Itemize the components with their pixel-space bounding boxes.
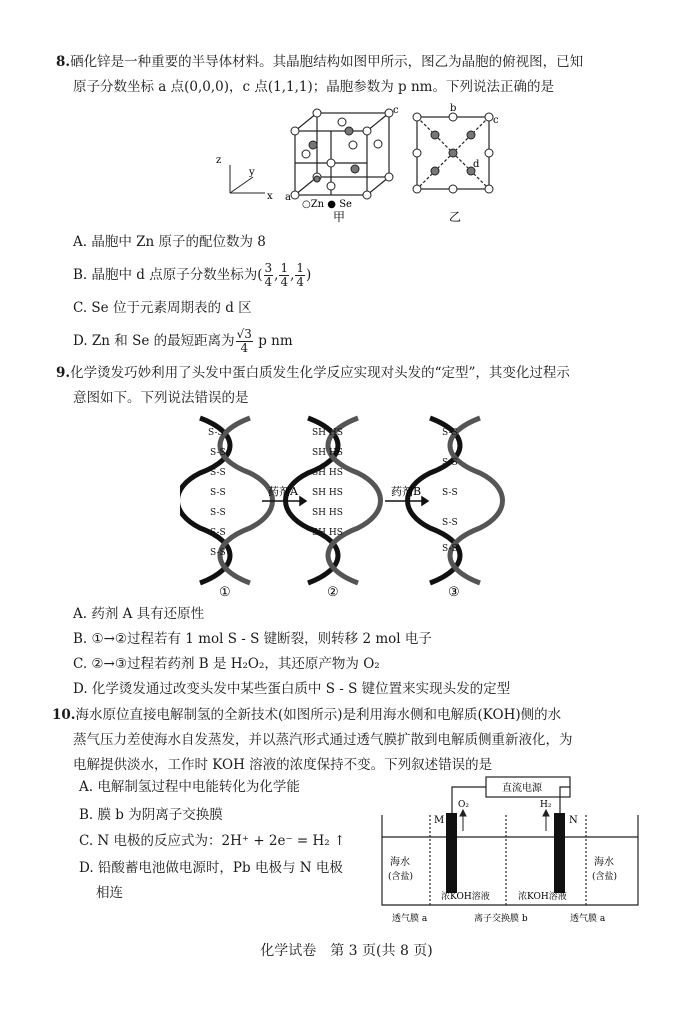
q8-option-b: B. 晶胞中 d 点原子分数坐标为( $\frac{3}{4}$ , $\frac{1}{4}$ , $\frac{1}{4}$ ) [73,261,312,289]
wire-right [560,787,570,813]
salt-left-label: (含盐) [388,872,414,882]
electrode-m-label: M [434,815,445,826]
q10-option-d-line1: D. 铅酸蓄电池做电源时，Pb 电极与 N 电极 [79,860,343,876]
q9-figure [180,413,510,603]
axis-y-label: y [249,167,255,178]
q10-figure [378,775,643,930]
gas-o2-label: O₂ [458,800,469,810]
bond-label: S-S [210,548,226,558]
q10-option-b: B. 膜 b 为阴离子交换膜 [79,807,223,823]
gas-h2-label: H₂ [540,800,552,810]
membrane-b-label: 离子交换膜 b [474,914,528,924]
point-d-label: d [473,159,480,170]
bond-label: SH HS [312,428,343,438]
q9-option-c: C. ②→③过程若药剂 B 是 H₂O₂，其还原产物为 O₂ [73,656,380,672]
membrane-a-right-label: 透气膜 a [570,914,606,924]
seawater-left-label: 海水 [390,857,410,868]
bond-label: SH HS [312,448,343,458]
bond-label: S-S [442,544,458,554]
koh-left-label: 浓KOH溶液 [441,892,490,902]
caption-jia: 甲 [333,210,346,224]
axis-x-label: x [267,191,273,202]
bond-label: S-S [442,518,458,528]
q8-stem-line2: 原子分数坐标 a 点(0,0,0)，c 点(1,1,1)；晶胞参数为 p nm。下列说法正确的是 [73,79,554,95]
q8-option-a: A. 晶胞中 Zn 原子的配位数为 8 [73,234,266,250]
bond-label: S-S [210,508,226,518]
q10-stem-line3: 电解提供淡水，工作时 KOH 溶液的浓度保持不变。下列叙述错误的是 [73,757,493,773]
q9-number: 9. [56,365,71,381]
stage-3-label: ③ [448,585,460,600]
axis-z-label: z [216,155,222,166]
bond-label: S-S [210,468,226,478]
stage-2-label: ② [327,585,339,600]
electrode-n-label: N [569,815,578,826]
q9-option-a: A. 药剂 A 具有还原性 [73,606,205,622]
reagent-b-label: 药剂B [391,485,422,498]
bond-label: SH HS [312,488,343,498]
legend-zn-se: ○Zn ● Se [302,199,352,210]
bond-label: S-S [210,448,226,458]
q8-stem-line1: 8.硒化锌是一种重要的半导体材料。其晶胞结构如图甲所示，图乙为晶胞的俯视图，已知 [56,54,584,70]
bond-label: SH HS [312,468,343,478]
point-c-top-label: c [493,115,499,126]
helix-1 [180,418,273,583]
q10-stem-line1: 10.海水原位直接电解制氢的全新技术(如图所示)是利用海水侧和电解质(KOH)侧的水 [52,707,562,723]
caption-yi: 乙 [449,210,462,224]
q10-option-d-line2: 相连 [96,885,123,901]
electrode-n [554,813,565,893]
q8-axes [230,165,265,193]
bond-label: S-S [210,488,226,498]
salt-right-label: (含盐) [592,872,618,882]
stage-1-label: ① [219,585,231,600]
q8-option-c: C. Se 位于元素周期表的 d 区 [73,300,252,316]
q8-number: 8. [56,54,71,70]
q10-number: 10. [52,707,76,723]
bond-label: S-S [442,488,458,498]
q9-option-d: D. 化学烫发通过改变头发中某些蛋白质中 S - S 键位置来实现头发的定型 [73,681,511,697]
bond-label: S-S [442,428,458,438]
q9-stem-line1: 9.化学烫发巧妙利用了头发中蛋白质发生化学反应实现对头发的“定型”，其变化过程示 [56,365,570,381]
q9-option-b: B. ①→②过程若有 1 mol S - S 键断裂，则转移 2 mol 电子 [73,631,432,647]
point-b-label: b [450,103,457,114]
bond-label: S-S [442,458,458,468]
q9-stem-line2: 意图如下。下列说法错误的是 [73,390,249,406]
q8-figure [205,103,505,228]
bond-label: S-S [208,428,224,438]
bond-label: S-S [210,528,226,538]
q10-option-a: A. 电解制氢过程中电能转化为化学能 [79,779,300,795]
arrow-b-head [422,497,428,505]
electrode-m [446,813,457,893]
koh-right-label: 浓KOH溶液 [518,892,567,902]
point-a-label: a [285,192,291,203]
membrane-a-left-label: 透气膜 a [392,914,428,924]
point-c-label: c [393,105,399,116]
bond-label: SH HS [312,508,343,518]
arrow-a-head [300,497,306,505]
q10-stem-line2: 蒸气压力差使海水自发蒸发，并以蒸汽形式通过透气膜扩散到电解质侧重新液化，为 [73,732,573,748]
q10-option-c: C. N 电极的反应式为：2H⁺ + 2e⁻ = H₂ ↑ [79,833,346,849]
reagent-a-label: 药剂A [268,485,298,498]
power-supply-label: 直流电源 [502,783,542,794]
page-footer: 化学试卷 第 3 页(共 8 页) [260,943,433,959]
q8-option-d: D. Zn 和 Se 的最短距离为 $\frac{√3}{4}$ p nm [73,327,293,355]
seawater-right-label: 海水 [594,857,614,868]
bond-label: SH HS [312,528,343,538]
